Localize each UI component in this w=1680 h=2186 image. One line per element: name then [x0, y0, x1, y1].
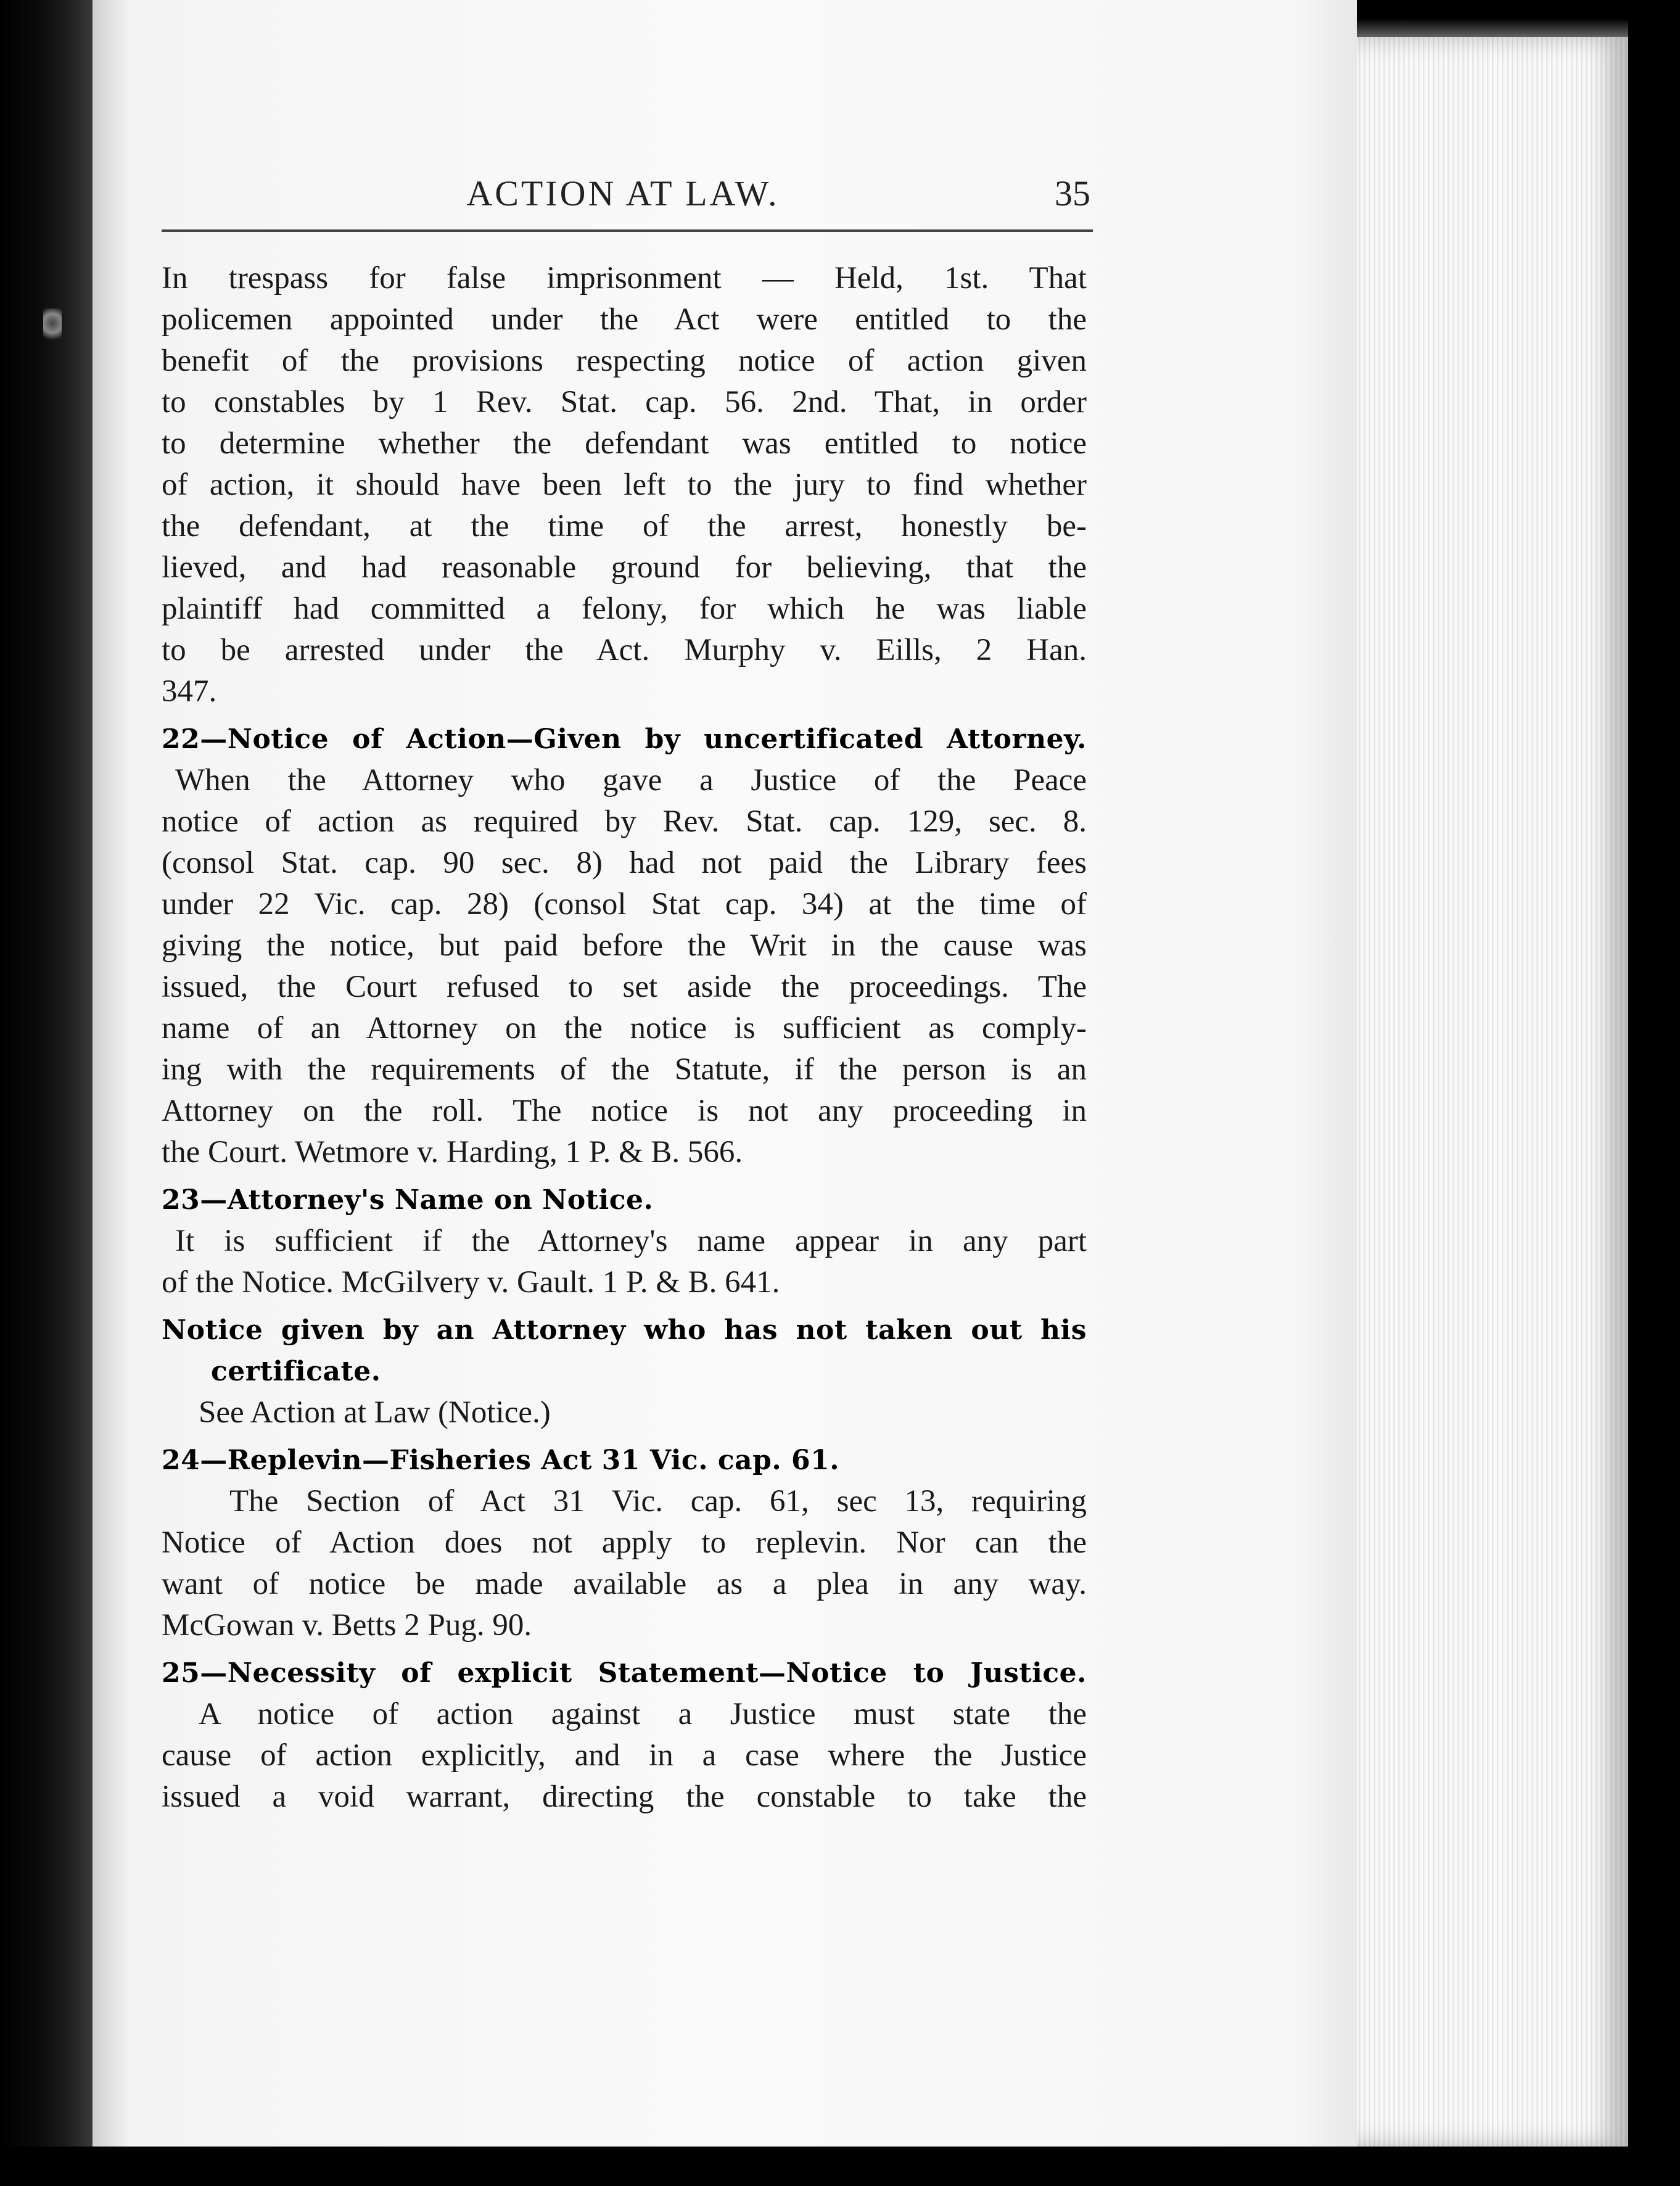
text-line: to constables by 1 Rev. Stat. cap. 56. 2nd. That, in order — [162, 385, 1087, 419]
margin-smudge — [43, 308, 62, 345]
text-line: When the Attorney who gave a Justice of the Peace — [175, 763, 1087, 798]
text-line: Notice of Action does not apply to replevin. Nor can the — [162, 1525, 1087, 1560]
section-heading-notice-given-cont: certificate. — [211, 1356, 381, 1387]
header-rule — [162, 229, 1093, 232]
background-bottom — [0, 2147, 1680, 2186]
text-line: to determine whether the defendant was entitled to notice — [162, 426, 1087, 461]
text-line: The Section of Act 31 Vic. cap. 61, sec 13, requiring — [229, 1484, 1087, 1519]
text-line: In trespass for false imprisonment — Held, 1st. That — [162, 261, 1087, 295]
body-text — [162, 258, 1087, 1818]
section-heading-23: 23—Attorney's Name on Notice. — [162, 1184, 654, 1216]
text-line: under 22 Vic. cap. 28) (consol Stat cap. 34) at the time of — [162, 887, 1087, 922]
background-right — [1628, 0, 1680, 2186]
text-line: A notice of action against a Justice must state the — [199, 1697, 1087, 1731]
text-line: (consol Stat. cap. 90 sec. 8) had not paid the Library fees — [162, 846, 1087, 880]
text-line: It is sufficient if the Attorney's name appear in any part — [175, 1224, 1087, 1258]
text-line: of action, it should have been left to the jury to find whether — [162, 468, 1087, 502]
text-line: benefit of the provisions respecting notice of action given — [162, 344, 1087, 378]
see-reference: See Action at Law (Notice.) — [199, 1395, 551, 1430]
text-line: cause of action explicitly, and in a case where the Justice — [162, 1738, 1087, 1773]
text-line: ing with the requirements of the Statute, if the person is an — [162, 1052, 1087, 1087]
text-line: plaintiff had committed a felony, for which he was liable — [162, 592, 1087, 626]
text-line: of the Notice. McGilvery v. Gault. 1 P. & B. 641. — [162, 1265, 780, 1300]
running-header — [162, 162, 1090, 223]
text-line: policemen appointed under the Act were entitled to the — [162, 302, 1087, 337]
text-line: 347. — [162, 674, 217, 709]
running-title: ACTION AT LAW. — [466, 173, 780, 213]
text-line: issued, the Court refused to set aside the proceedings. The — [162, 970, 1087, 1004]
text-line: lieved, and had reasonable ground for believing, that the — [162, 550, 1087, 585]
section-heading-notice-given: Notice given by an Attorney who has not taken out his — [162, 1314, 1087, 1346]
text-line: to be arrested under the Act. Murphy v. Eills, 2 Han. — [162, 633, 1087, 667]
text-line: Attorney on the roll. The notice is not any proceeding in — [162, 1094, 1087, 1128]
section-heading-25: 25—Necessity of explicit Statement—Notice to Justice. — [162, 1657, 1087, 1689]
page-block-fore-edge — [1357, 37, 1628, 2147]
text-line: the Court. Wetmore v. Harding, 1 P. & B. 566. — [162, 1135, 743, 1169]
section-heading-22: 22—Notice of Action—Given by uncertificated Attorney. — [162, 724, 1087, 755]
section-heading-24: 24—Replevin—Fisheries Act 31 Vic. cap. 61. — [162, 1445, 840, 1476]
text-line: the defendant, at the time of the arrest, honestly be- — [162, 509, 1087, 543]
text-line: notice of action as required by Rev. Stat. cap. 129, sec. 8. — [162, 804, 1087, 839]
page-number: 35 — [1055, 173, 1090, 213]
text-line: issued a void warrant, directing the constable to take the — [162, 1780, 1087, 1814]
text-line: want of notice be made available as a plea in any way. — [162, 1567, 1087, 1601]
text-line: name of an Attorney on the notice is sufficient as comply- — [162, 1011, 1087, 1046]
text-line: McGowan v. Betts 2 Pug. 90. — [162, 1608, 532, 1643]
text-line: giving the notice, but paid before the Writ in the cause was — [162, 928, 1087, 963]
